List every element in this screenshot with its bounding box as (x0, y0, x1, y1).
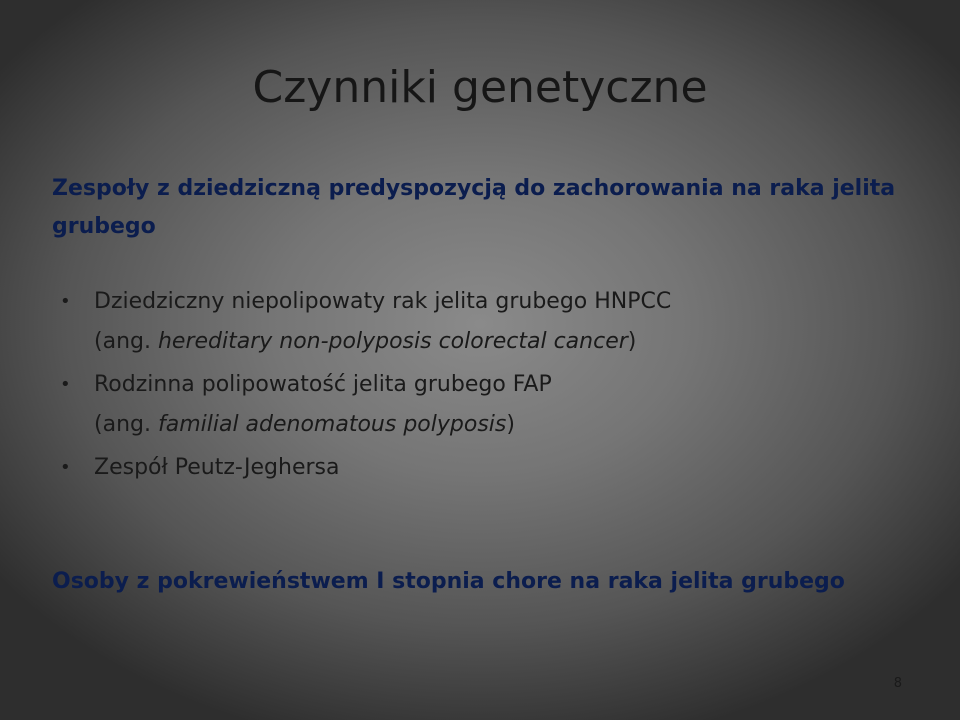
translation-prefix: (ang. (94, 329, 158, 354)
list-item-peutz-jeghers (52, 448, 912, 488)
bullet-icon: • (60, 374, 71, 395)
slide-title: Czynniki genetyczne (252, 62, 708, 113)
list-item-text: Rodzinna polipowatość jelita grubego FAP (94, 372, 552, 397)
list-item-text: Zespół Peutz-Jeghersa (94, 455, 340, 480)
translation-term: familial adenomatous polyposis (157, 412, 507, 437)
list-item-fap (52, 365, 912, 445)
translation-suffix: ) (506, 412, 515, 437)
bullet-list (52, 282, 912, 491)
intro-heading: Zespoły z dziedziczną predyspozycją do zachorowania na raka jelita grubego (52, 176, 896, 239)
list-item-translation (94, 322, 912, 362)
bottom-note: Osoby z pokrewieństwem I stopnia chore na raka jelita grubego (52, 569, 845, 594)
bullet-icon: • (60, 291, 71, 312)
translation-prefix: (ang. (94, 412, 158, 437)
list-item-translation (94, 405, 912, 445)
list-item-hnpcc (52, 282, 912, 362)
translation-suffix: ) (627, 329, 637, 354)
translation-term: hereditary non-polyposis colorectal cancer (157, 329, 628, 354)
bullet-icon: • (60, 457, 71, 478)
page-number: 8 (893, 676, 902, 691)
list-item-text: Dziedziczny niepolipowaty rak jelita grubego HNPCC (94, 289, 672, 314)
